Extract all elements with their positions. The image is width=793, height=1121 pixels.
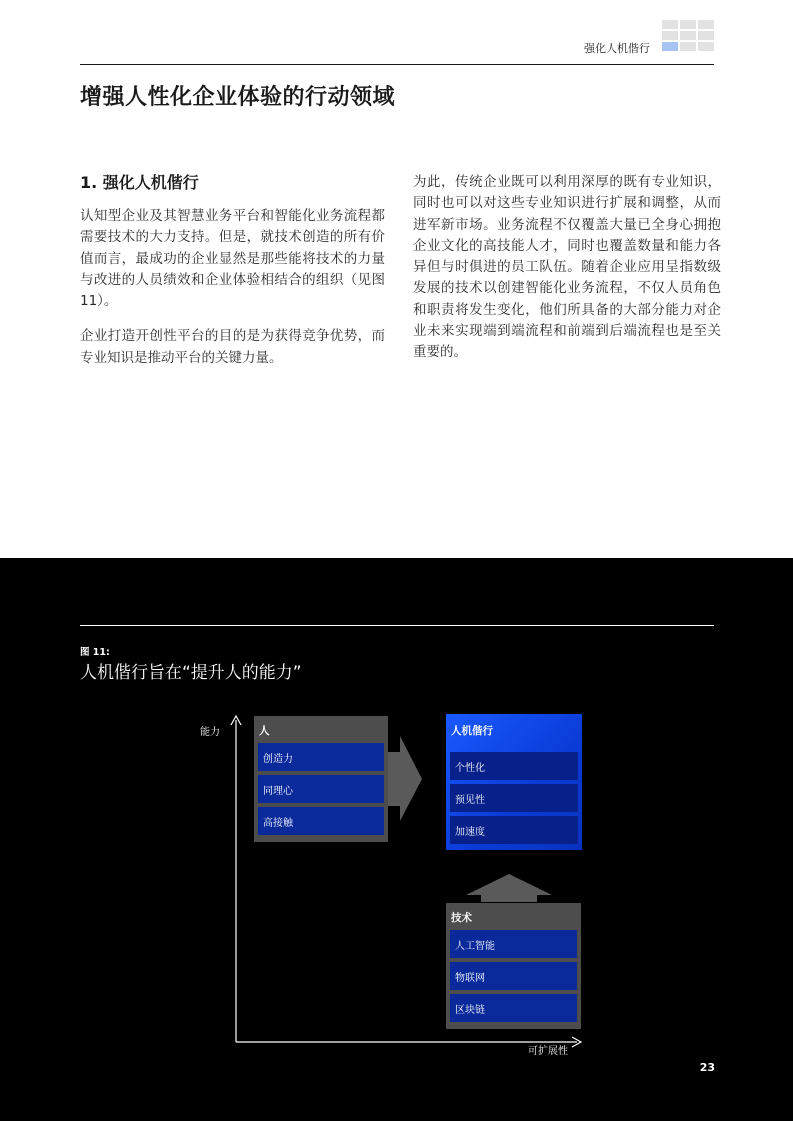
people-item: 高接触 <box>258 807 384 835</box>
people-item: 创造力 <box>258 743 384 771</box>
figure-panel <box>0 558 793 1121</box>
body-paragraph: 为此，传统企业既可以利用深厚的既有专业知识，同时也可以对这些专业知识进行扩展和调整，从而进军新市场。业务流程不仅覆盖大量已全身心拥抱企业文化的高技能人才，同时也覆盖数量和能力各异但与时俱进的员工队伍。随着企业应用呈指数级发展的技术以创建智能化业务流程，不仅人员角色和职责将发生变化，他们所具备的大部分能力对企业未来实现端到端流程和前端到后端流程也是至关重要的。 <box>413 174 721 361</box>
technology-item: 区块链 <box>450 994 577 1022</box>
technology-box-title: 技术 <box>451 912 472 924</box>
left-column <box>80 172 385 383</box>
x-axis-label: 可扩展性 <box>528 1046 568 1057</box>
figure-title: 人机偕行旨在“提升人的能力” <box>80 663 302 683</box>
right-arrow-icon <box>388 736 422 821</box>
human-machine-box <box>446 714 582 850</box>
section-heading: 1. 强化人机偕行 <box>80 173 199 192</box>
technology-item: 物联网 <box>450 962 577 990</box>
technology-item: 人工智能 <box>450 930 577 958</box>
figure-axes <box>0 558 793 1121</box>
header-section-title: 强化人机偕行 <box>584 42 650 55</box>
page-title: 增强人性化企业体验的行动领域 <box>80 85 396 110</box>
page-number: 23 <box>699 1061 715 1074</box>
body-paragraph: 企业打造开创性平台的目的是为获得竞争优势，而专业知识是推动平台的关键力量。 <box>80 328 385 366</box>
people-item: 同理心 <box>258 775 384 803</box>
right-column <box>413 172 721 378</box>
result-item: 预见性 <box>450 784 578 812</box>
people-box <box>254 716 388 842</box>
up-arrow-icon <box>466 874 552 902</box>
result-item: 加速度 <box>450 816 578 844</box>
section-grid-icon <box>662 20 714 53</box>
figure-label: 图 11: <box>80 647 110 658</box>
human-machine-box-title: 人机偕行 <box>451 725 493 737</box>
y-axis-label: 能力 <box>200 727 220 738</box>
body-paragraph: 认知型企业及其智慧业务平台和智能化业务流程都需要技术的大力支持。但是，就技术创造的所有价值而言，最成功的企业显然是那些能将技术的力量与改进的人员绩效和企业体验相结合的组织（见图 11）。 <box>80 208 385 310</box>
result-item: 个性化 <box>450 752 578 780</box>
header-rule <box>80 64 714 65</box>
people-box-title: 人 <box>259 725 270 737</box>
technology-box <box>446 903 581 1029</box>
